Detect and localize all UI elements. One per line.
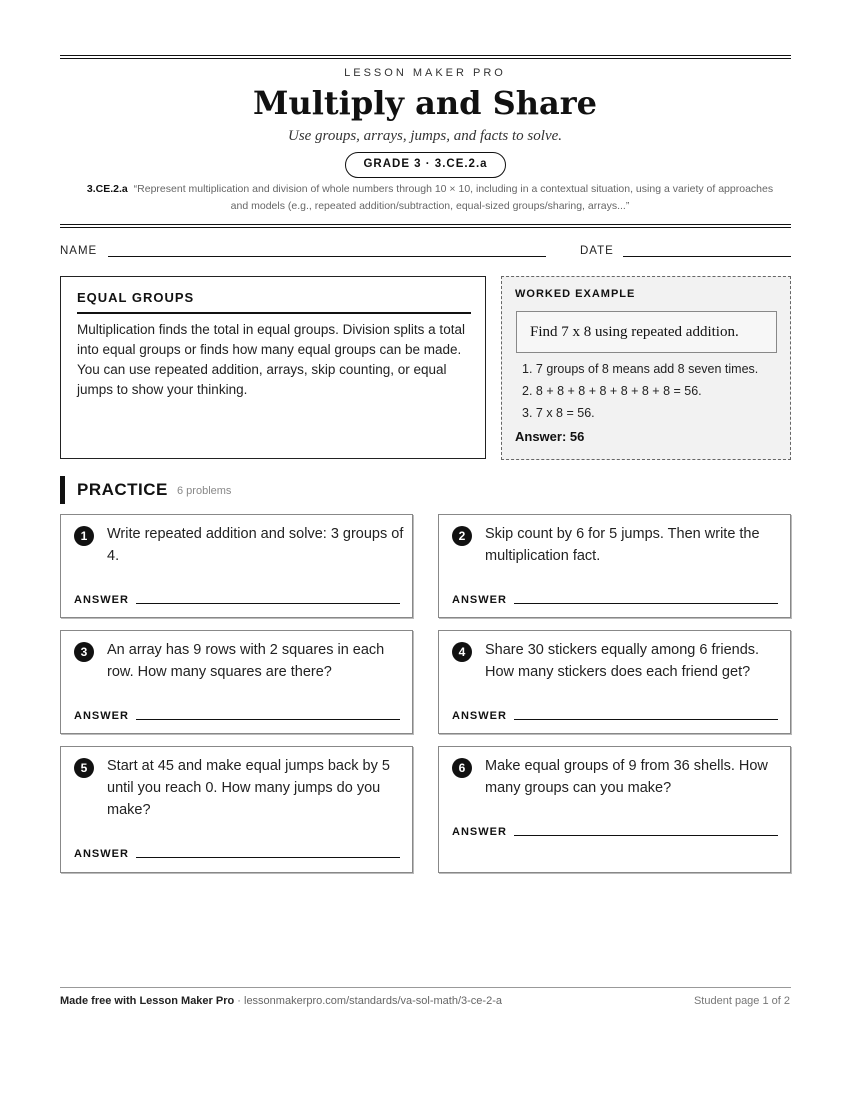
problem-number: 2 (452, 526, 472, 546)
name-field[interactable] (108, 256, 546, 257)
grade-badge: GRADE 3 · 3.CE.2.a (345, 152, 506, 178)
problem-text: Share 30 stickers equally among 6 friends. How many stickers does each friend get? (485, 642, 760, 680)
footer-page-number: Student page 1 of 2 (693, 995, 790, 1007)
problem-number: 1 (74, 526, 94, 546)
answer-line[interactable] (514, 835, 778, 836)
problem-text: An array has 9 rows with 2 squares in each row. How many squares are there? (107, 642, 385, 680)
top-rule (60, 58, 791, 59)
footer-made-with: Made free with Lesson Maker Pro (60, 995, 235, 1007)
problem-card-6 (438, 746, 791, 873)
practice-title: PRACTICE (77, 480, 168, 499)
problem-card-1 (60, 514, 413, 618)
standard-text: “Represent multiplication and division of whole numbers through 10 × 10, including in a contextual situation, using a variety of approaches and models (e.g., repeated addition/subtraction, equal-sized groups/sharing, arrays...” (133, 183, 774, 212)
problem-number: 6 (452, 758, 472, 778)
answer-line[interactable] (136, 603, 400, 604)
footer-url[interactable]: · lessonmakerpro.com/standards/va-sol-math/3-ce-2-a (234, 995, 502, 1007)
problem-number: 5 (74, 758, 94, 778)
practice-count: 6 problems (177, 485, 232, 497)
header-divider (60, 227, 791, 228)
equal-groups-heading: EQUAL GROUPS (77, 290, 195, 305)
answer-label: ANSWER (452, 594, 507, 606)
problem-text: Skip count by 6 for 5 jumps. Then write the multiplication fact. (485, 526, 760, 564)
answer-line[interactable] (514, 719, 778, 720)
header-divider (60, 224, 791, 225)
problem-text: Make equal groups of 9 from 36 shells. How many groups can you make? (485, 758, 768, 796)
problem-number: 4 (452, 642, 472, 662)
date-label: DATE (580, 245, 614, 257)
heading-underline (77, 312, 471, 314)
standard-description (80, 181, 780, 215)
answer-line[interactable] (514, 603, 778, 604)
worked-example-box (501, 276, 791, 460)
practice-accent-bar (60, 476, 65, 504)
problem-number: 3 (74, 642, 94, 662)
answer-label: ANSWER (74, 594, 129, 606)
footer-credit (60, 995, 502, 1007)
equal-groups-box (60, 276, 486, 459)
answer-label: ANSWER (452, 826, 507, 838)
name-label: NAME (60, 245, 98, 257)
answer-label: ANSWER (74, 710, 129, 722)
page-subtitle: Use groups, arrays, jumps, and facts to solve. (287, 128, 563, 144)
problem-card-3 (60, 630, 413, 734)
problem-text: Write repeated addition and solve: 3 groups of 4. (107, 526, 404, 564)
worked-example-heading: WORKED EXAMPLE (515, 288, 636, 300)
top-rule (60, 55, 791, 56)
worked-example-prompt: Find 7 x 8 using repeated addition. (516, 311, 777, 353)
problem-card-5 (60, 746, 413, 873)
equal-groups-text: Multiplication finds the total in equal groups. Division splits a total into equal groups or finds how many equal groups can be made. You can use repeated addition, arrays, skip counting, or equal jumps to show your thinking. (77, 322, 465, 397)
footer-rule (60, 987, 791, 988)
answer-line[interactable] (136, 719, 400, 720)
worked-example-step: 3. 7 x 8 = 56. (522, 406, 595, 420)
page-title: Multiply and Share (253, 84, 597, 122)
worked-example-step: 2. 8 + 8 + 8 + 8 + 8 + 8 + 8 = 56. (522, 384, 702, 398)
answer-line[interactable] (136, 857, 400, 858)
date-field[interactable] (623, 256, 791, 257)
standard-code: 3.CE.2.a (86, 183, 128, 195)
problem-text: Start at 45 and make equal jumps back by 5 until you reach 0. How many jumps do you make? (107, 758, 390, 818)
answer-label: ANSWER (452, 710, 507, 722)
answer-label: ANSWER (74, 848, 129, 860)
worked-example-answer: Answer: 56 (515, 429, 585, 444)
worked-example-steps (522, 358, 758, 424)
problem-card-2 (438, 514, 791, 618)
worked-example-step: 1. 7 groups of 8 means add 8 seven times. (522, 362, 759, 376)
brand-name: LESSON MAKER PRO (344, 67, 506, 79)
problem-card-4 (438, 630, 791, 734)
